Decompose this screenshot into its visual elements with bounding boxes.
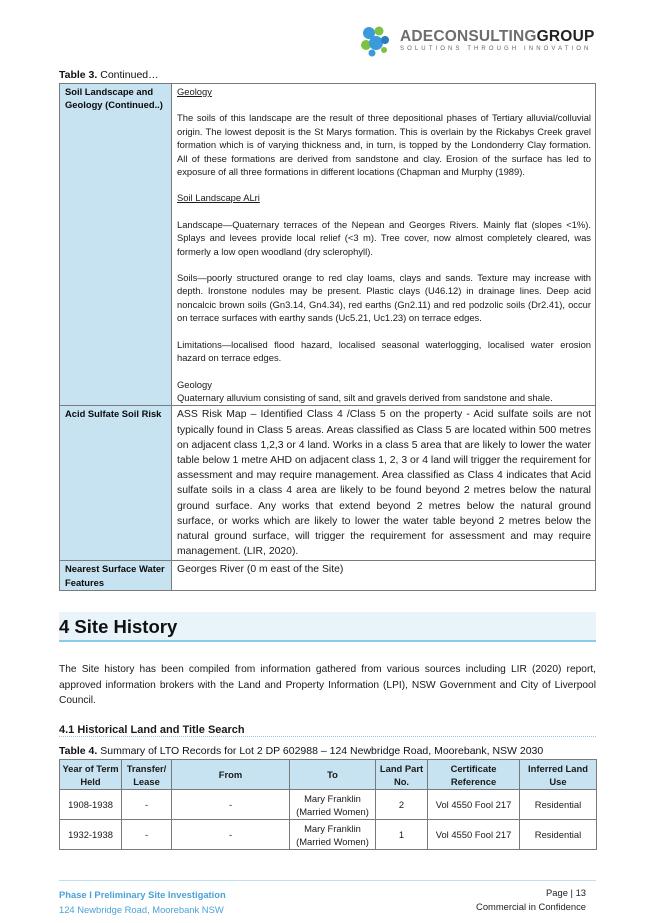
surface-water-text: Georges River (0 m east of the Site) [177,564,344,576]
soils-text: Soils—poorly structured orange to red clay loams, clays and sands. Texture may increase with depth. Ironstone nodules may be present. Plastic clays (U46.12) in drainage lines. Deep acid noncalcic brown soils (Gn3.14, Gn4.34), red earths (Gn2.11) and red podzolic soils (Dr2.41), occur on terrace surfaces with earthy sands (Uc5.21, Uc1.23) on terrace edges. [177,272,591,324]
table-cell: Mary Franklin (Married Women) [290,790,376,820]
column-header: Year of Term Held [60,760,122,790]
surface-water-cell [172,561,596,591]
table-cell: 1908-1938 [60,790,122,820]
confidentiality-note: Commercial in Confidence [476,901,586,912]
table-cell: Vol 4550 Fool 217 [428,790,520,820]
row-label: Nearest Surface Water Features [60,561,172,591]
table3-caption: Table 3. Continued… [59,69,159,81]
table-cell: 1932-1938 [60,820,122,850]
logo-wordmark: ADECONSULTINGGROUP [400,28,595,45]
table-cell: Residential [520,790,597,820]
table-cell: - [172,790,290,820]
column-header: Transfer/ Lease [122,760,172,790]
table-row [60,820,597,850]
alri-heading: Soil Landscape ALri [177,192,260,204]
table-cell: 1 [376,820,428,850]
column-header: Land Part No. [376,760,428,790]
table-cell: 2 [376,790,428,820]
geology-text: The soils of this landscape are the result of three depositional phases of Tertiary alluvial/colluvial origin. The lowest deposit is the St Marys formation. This is overlain by the Rickabys Creek gravel formation which is of varying thickness and, in turn, is topped by the Londonderry Clay formation. All of these formations are derived from sandstone and clay. Erosion of the surface has led to exposure of all three formations in different locations (Chapman and Murphy (1989). [177,112,591,178]
page-number: Page | 13 [546,887,586,898]
footer-divider [59,880,596,881]
acid-sulfate-cell [172,406,596,561]
soil-landscape-cell [172,84,596,406]
table-row [60,406,596,561]
table-cell: - [122,790,172,820]
logo-mark-icon [358,24,394,58]
section-heading: 4 Site History [59,612,596,642]
landscape-text: Landscape—Quaternary terraces of the Nepean and Georges Rivers. Mainly flat (slopes <1%). Splays and levees provide local relief (<3 m). Tree cover, now almost completely cleared, was formerly a low open woodland (dry sclerophyll). [177,218,591,257]
column-header: From [172,760,290,790]
table-cell: - [172,820,290,850]
row-label: Acid Sulfate Soil Risk [60,406,172,561]
table-cell: Residential [520,820,597,850]
geology-heading: Geology [177,86,212,97]
table-row [60,84,596,406]
column-header: Certificate Reference [428,760,520,790]
column-header: To [290,760,376,790]
limitations-text: Limitations—localised flood hazard, localised seasonal waterlogging, localised water erosion hazard on terrace edges. [177,338,591,364]
table-cell: Vol 4550 Fool 217 [428,820,520,850]
logo-tagline: SOLUTIONS THROUGH INNOVATION [400,46,592,52]
company-logo [358,24,598,58]
soil-table [59,83,596,591]
table-row [60,561,596,591]
subsection-heading: 4.1 Historical Land and Title Search [59,720,596,737]
footer-address: 124 Newbridge Road, Moorebank NSW [59,904,224,915]
lto-records-table [59,759,597,850]
column-header: Inferred Land Use [520,760,597,790]
section-intro: The Site history has been compiled from information gathered from various sources including LIR (2020) report, approved information brokers with the Land and Property Information (LPI), NSW Government and City of Liverpool Council. [59,664,596,707]
table-cell: - [122,820,172,850]
geology2-text: Quaternary alluvium consisting of sand, silt and gravels derived from sandstone and shale. [177,391,553,403]
table-header-row [60,760,597,790]
acid-sulfate-text: ASS Risk Map – Identified Class 4 /Class 5 on the property - Acid sulfate soils are not typically found in Class 5 areas. Areas classified as Class 5 are located within 500 metres on adjacent class 1,2,3 or 4 land. Works in a class 5 area that are likely to lower the water table below 1 metre AHD on adjacent class 1, 2, 3 or 4 land will trigger the requirement for assessment and may require management. Area classified as Class 4 indicates that Acid sulfate soils in a class 4 area are likely to be found beyond 2 metres below the natural ground surface. Any works that extend beyond 2 metres below the natural ground surface, or works which are likely to lower the water table beyond 2 metres below the natural ground surface, will trigger the requirement for assessment and may require management. (LIR, 2020). [177,409,591,558]
page-header [0,0,653,66]
row-label: Soil Landscape and Geology (Continued..) [60,84,172,406]
table-row [60,790,597,820]
table-cell: Mary Franklin (Married Women) [290,820,376,850]
footer-doc-title: Phase I Preliminary Site Investigation [59,889,226,900]
table4-caption: Table 4. Summary of LTO Records for Lot 2 DP 602988 – 124 Newbridge Road, Moorebank, NSW 2030 [59,745,544,757]
geology2-heading: Geology [177,378,212,390]
